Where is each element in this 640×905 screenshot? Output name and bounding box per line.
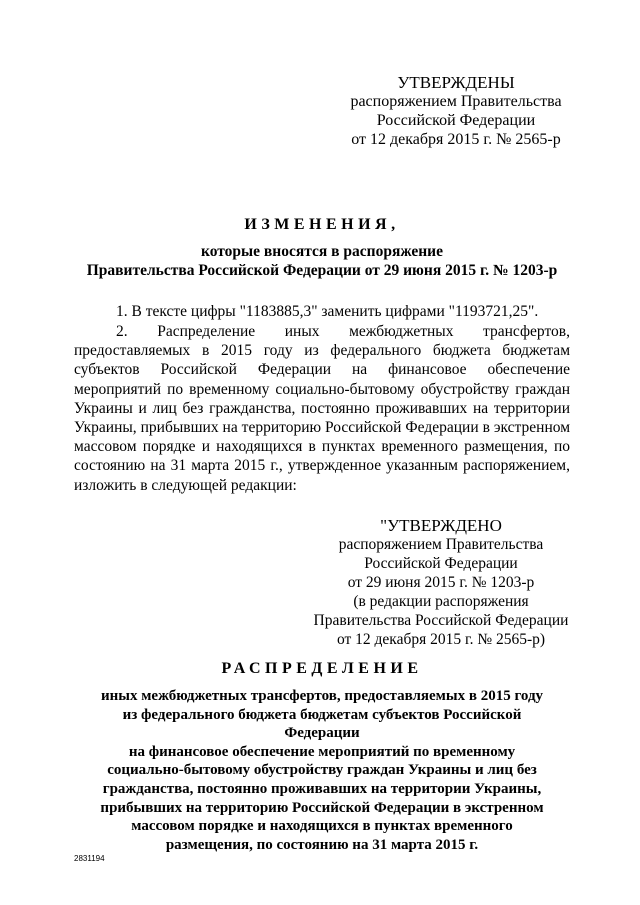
item-2-paragraph: 2. Распределение иных межбюджетных трансфертов, предоставляемых в 2015 году из федерального бюджета бюджетам субъектов Российской Федерации на финансовое обеспечение мероприятий по временному социально-бытовому обустройству граждан Украины и лиц без гражданства, постоянно проживавших на территории Украины, прибывших на территорию Российской Федерации в экстренном массовом порядке и находящихся в пунктах временного размещения, по состоянию на 31 марта 2015 г., утвержденное указанным распоряжением, изложить в следующей редакции:	[74, 323, 570, 494]
approval-line: Российской Федерации	[376, 112, 536, 129]
document-code: 2831194	[74, 854, 105, 863]
distribution-subtitle-line: размещения, по состоянию на 31 марта 2015 г.	[165, 836, 479, 853]
distribution-subtitle-line: массовом порядке и находящихся в пунктах временного	[131, 818, 513, 835]
approval-line: распоряжением Правительства	[350, 93, 562, 110]
distribution-title: РАСПРЕДЕЛЕНИЕ	[221, 660, 423, 677]
changes-subtitle-line: которые вносятся в распоряжение	[200, 243, 443, 260]
approval-line: (в редакции распоряжения	[353, 593, 529, 610]
approval-stamp-quoted	[306, 516, 576, 649]
approval-line: Правительства Российской Федерации	[313, 612, 569, 629]
distribution-subtitle-line: прибывших на территорию Российской Федерации в экстренном	[100, 799, 544, 816]
approval-line: распоряжением Правительства	[338, 536, 544, 553]
approval-line: от 12 декабря 2015 г. № 2565-р	[351, 131, 561, 148]
distribution-subtitle-line: социально-бытовому обустройству граждан Украины и лиц без	[107, 762, 537, 779]
approval-stamp-top	[336, 73, 576, 149]
changes-title: ИЗМЕНЕНИЯ,	[244, 216, 400, 233]
distribution-subtitle	[88, 687, 556, 854]
changes-subtitle	[74, 242, 570, 280]
distribution-subtitle-line: иных межбюджетных трансфертов, предоставляемых в 2015 году	[100, 688, 544, 704]
approval-heading: "УТВЕРЖДЕНО	[380, 516, 502, 535]
distribution-subtitle-line: на финансовое обеспечение мероприятий по временному	[128, 743, 516, 760]
approval-line: от 12 декабря 2015 г. № 2565-р)	[336, 631, 546, 648]
distribution-subtitle-line: из федерального бюджета бюджетам субъектов Российской Федерации	[122, 706, 522, 742]
approval-line: от 29 июня 2015 г. № 1203-р	[347, 574, 535, 591]
item-1-paragraph: 1. В тексте цифры "1183885,3" заменить цифрами "1193721,25".	[116, 303, 539, 320]
approval-heading: УТВЕРЖДЕНЫ	[397, 73, 515, 92]
approval-line: Российской Федерации	[364, 555, 518, 572]
changes-subtitle-line: Правительства Российской Федерации от 29 июня 2015 г. № 1203-р	[86, 262, 558, 279]
distribution-subtitle-line: гражданства, постоянно проживавших на территории Украины,	[102, 780, 542, 797]
